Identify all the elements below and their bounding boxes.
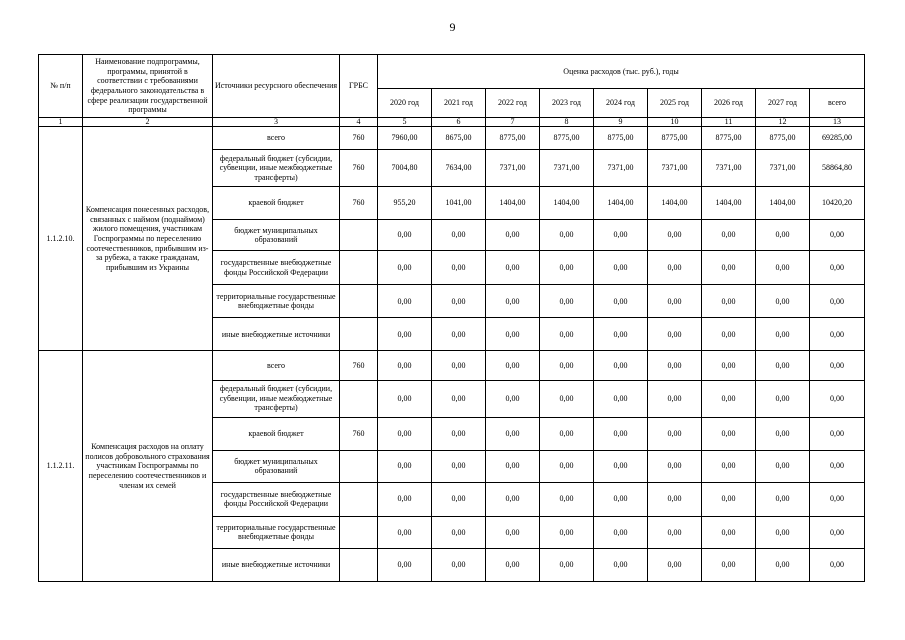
column-index-4: 4 — [340, 118, 378, 127]
item-code: 1.1.2.11. — [39, 351, 83, 582]
year-value: 8775,00 — [702, 127, 756, 150]
year-value: 0,00 — [540, 285, 594, 318]
year-value: 1404,00 — [594, 187, 648, 220]
total-value: 0,00 — [810, 450, 865, 482]
year-value: 0,00 — [702, 220, 756, 251]
year-value: 0,00 — [594, 417, 648, 450]
year-value: 0,00 — [756, 251, 810, 285]
header-year-0: 2020 год — [378, 89, 432, 118]
year-value: 0,00 — [702, 285, 756, 318]
year-value: 0,00 — [486, 548, 540, 581]
funding-source: территориальные государственные внебюджетные фонды — [213, 516, 340, 548]
funding-source: иные внебюджетные источники — [213, 318, 340, 351]
year-value: 0,00 — [594, 351, 648, 380]
year-value: 0,00 — [756, 285, 810, 318]
year-value: 0,00 — [540, 548, 594, 581]
year-value: 0,00 — [594, 450, 648, 482]
column-index-1: 1 — [39, 118, 83, 127]
year-value: 8775,00 — [486, 127, 540, 150]
year-value: 0,00 — [648, 351, 702, 380]
year-value: 955,20 — [378, 187, 432, 220]
header-year-7: 2027 год — [756, 89, 810, 118]
grbs-code — [340, 548, 378, 581]
year-value: 0,00 — [594, 220, 648, 251]
year-value: 0,00 — [648, 380, 702, 417]
header-name: Наименование подпрограммы, программы, принятой в соответствии с требованиями федерального законодательства в сфере реализации государственной программы — [83, 55, 213, 118]
year-value: 0,00 — [486, 220, 540, 251]
header-year-3: 2023 год — [540, 89, 594, 118]
year-value: 1404,00 — [756, 187, 810, 220]
funding-source: государственные внебюджетные фонды Российской Федерации — [213, 482, 340, 516]
year-value: 7371,00 — [648, 150, 702, 187]
total-value: 0,00 — [810, 318, 865, 351]
column-index-5: 5 — [378, 118, 432, 127]
year-value: 0,00 — [540, 450, 594, 482]
grbs-code: 760 — [340, 351, 378, 380]
column-index-7: 7 — [486, 118, 540, 127]
year-value: 0,00 — [648, 220, 702, 251]
total-value: 58864,80 — [810, 150, 865, 187]
year-value: 0,00 — [702, 318, 756, 351]
total-value: 0,00 — [810, 251, 865, 285]
column-index-10: 10 — [648, 118, 702, 127]
year-value: 0,00 — [378, 417, 432, 450]
table-body — [39, 127, 865, 582]
header-num: № п/п — [39, 55, 83, 118]
year-value: 0,00 — [378, 482, 432, 516]
total-value: 0,00 — [810, 516, 865, 548]
grbs-code: 760 — [340, 417, 378, 450]
column-index-2: 2 — [83, 118, 213, 127]
header-source: Источники ресурсного обеспечения — [213, 55, 340, 118]
year-value: 0,00 — [648, 285, 702, 318]
year-value: 0,00 — [432, 220, 486, 251]
year-value: 0,00 — [540, 516, 594, 548]
year-value: 0,00 — [594, 516, 648, 548]
total-value: 10420,20 — [810, 187, 865, 220]
year-value: 8775,00 — [594, 127, 648, 150]
column-index-row — [39, 118, 865, 127]
year-value: 0,00 — [432, 351, 486, 380]
header-year-1: 2021 год — [432, 89, 486, 118]
funding-source: всего — [213, 127, 340, 150]
item-code: 1.1.2.10. — [39, 127, 83, 351]
header-grbs: ГРБС — [340, 55, 378, 118]
funding-source: иные внебюджетные источники — [213, 548, 340, 581]
year-value: 0,00 — [648, 516, 702, 548]
year-value: 0,00 — [702, 417, 756, 450]
year-value: 0,00 — [378, 285, 432, 318]
year-value: 0,00 — [486, 380, 540, 417]
funding-source: всего — [213, 351, 340, 380]
year-value: 0,00 — [486, 285, 540, 318]
year-value: 0,00 — [378, 516, 432, 548]
total-value: 69285,00 — [810, 127, 865, 150]
year-value: 0,00 — [378, 351, 432, 380]
year-value: 0,00 — [378, 251, 432, 285]
year-value: 0,00 — [648, 482, 702, 516]
year-value: 7371,00 — [486, 150, 540, 187]
year-value: 8775,00 — [756, 127, 810, 150]
year-value: 0,00 — [756, 548, 810, 581]
grbs-code — [340, 450, 378, 482]
year-value: 1404,00 — [648, 187, 702, 220]
year-value: 1404,00 — [486, 187, 540, 220]
grbs-code — [340, 482, 378, 516]
year-value: 0,00 — [486, 516, 540, 548]
header-year-8: всего — [810, 89, 865, 118]
grbs-code — [340, 380, 378, 417]
budget-table — [38, 54, 865, 582]
year-value: 0,00 — [540, 318, 594, 351]
grbs-code — [340, 516, 378, 548]
year-value: 0,00 — [702, 251, 756, 285]
year-value: 0,00 — [486, 450, 540, 482]
column-index-3: 3 — [213, 118, 340, 127]
year-value: 0,00 — [432, 482, 486, 516]
grbs-code — [340, 318, 378, 351]
column-index-11: 11 — [702, 118, 756, 127]
year-value: 1404,00 — [702, 187, 756, 220]
year-value: 0,00 — [648, 450, 702, 482]
funding-source: бюджет муниципальных образований — [213, 450, 340, 482]
year-value: 0,00 — [486, 251, 540, 285]
year-value: 0,00 — [486, 417, 540, 450]
year-value: 7960,00 — [378, 127, 432, 150]
year-value: 0,00 — [648, 318, 702, 351]
year-value: 0,00 — [594, 285, 648, 318]
year-value: 0,00 — [540, 351, 594, 380]
header-year-2: 2022 год — [486, 89, 540, 118]
year-value: 0,00 — [756, 450, 810, 482]
funding-source: государственные внебюджетные фонды Российской Федерации — [213, 251, 340, 285]
year-value: 0,00 — [756, 318, 810, 351]
year-value: 0,00 — [432, 380, 486, 417]
year-value: 7371,00 — [594, 150, 648, 187]
year-value: 0,00 — [432, 417, 486, 450]
year-value: 0,00 — [702, 351, 756, 380]
year-value: 0,00 — [540, 220, 594, 251]
year-value: 7371,00 — [540, 150, 594, 187]
year-value: 0,00 — [486, 318, 540, 351]
column-index-8: 8 — [540, 118, 594, 127]
year-value: 0,00 — [378, 548, 432, 581]
year-value: 7371,00 — [702, 150, 756, 187]
year-value: 0,00 — [378, 318, 432, 351]
year-value: 0,00 — [702, 450, 756, 482]
year-value: 7004,80 — [378, 150, 432, 187]
total-value: 0,00 — [810, 548, 865, 581]
year-value: 0,00 — [540, 482, 594, 516]
grbs-code: 760 — [340, 127, 378, 150]
year-value: 8775,00 — [648, 127, 702, 150]
year-value: 8675,00 — [432, 127, 486, 150]
funding-source: краевой бюджет — [213, 187, 340, 220]
grbs-code — [340, 220, 378, 251]
grbs-code: 760 — [340, 187, 378, 220]
year-value: 8775,00 — [540, 127, 594, 150]
year-value: 7371,00 — [756, 150, 810, 187]
page-number: 9 — [449, 20, 456, 34]
year-value: 0,00 — [540, 251, 594, 285]
funding-source: бюджет муниципальных образований — [213, 220, 340, 251]
year-value: 0,00 — [702, 482, 756, 516]
year-value: 0,00 — [648, 548, 702, 581]
year-value: 0,00 — [540, 380, 594, 417]
total-value: 0,00 — [810, 417, 865, 450]
year-value: 7634,00 — [432, 150, 486, 187]
year-value: 0,00 — [378, 450, 432, 482]
total-value: 0,00 — [810, 220, 865, 251]
year-value: 0,00 — [432, 318, 486, 351]
header-estimate: Оценка расходов (тыс. руб.), годы — [378, 55, 865, 89]
year-value: 0,00 — [486, 351, 540, 380]
table-row — [39, 351, 865, 380]
year-value: 0,00 — [702, 548, 756, 581]
year-value: 0,00 — [432, 548, 486, 581]
year-value: 0,00 — [432, 450, 486, 482]
year-value: 0,00 — [594, 482, 648, 516]
year-value: 0,00 — [486, 482, 540, 516]
total-value: 0,00 — [810, 482, 865, 516]
year-value: 0,00 — [702, 380, 756, 417]
year-value: 0,00 — [756, 417, 810, 450]
column-index-12: 12 — [756, 118, 810, 127]
year-value: 0,00 — [594, 318, 648, 351]
year-value: 0,00 — [756, 482, 810, 516]
year-value: 0,00 — [756, 220, 810, 251]
year-value: 0,00 — [756, 351, 810, 380]
column-index-13: 13 — [810, 118, 865, 127]
year-value: 0,00 — [540, 417, 594, 450]
grbs-code — [340, 251, 378, 285]
year-value: 0,00 — [702, 516, 756, 548]
year-value: 0,00 — [648, 251, 702, 285]
year-value: 1041,00 — [432, 187, 486, 220]
column-index-6: 6 — [432, 118, 486, 127]
year-value: 0,00 — [378, 380, 432, 417]
grbs-code — [340, 285, 378, 318]
year-value: 0,00 — [378, 220, 432, 251]
item-name: Компенсация расходов на оплату полисов добровольного страхования участникам Госпрограммы по переселению соотечественников и членам их семей — [83, 351, 213, 582]
year-value: 1404,00 — [540, 187, 594, 220]
total-value: 0,00 — [810, 285, 865, 318]
year-value: 0,00 — [756, 380, 810, 417]
year-value: 0,00 — [756, 516, 810, 548]
year-value: 0,00 — [432, 251, 486, 285]
year-value: 0,00 — [594, 548, 648, 581]
grbs-code: 760 — [340, 150, 378, 187]
total-value: 0,00 — [810, 351, 865, 380]
header-year-5: 2025 год — [648, 89, 702, 118]
year-value: 0,00 — [432, 516, 486, 548]
funding-source: территориальные государственные внебюджетные фонды — [213, 285, 340, 318]
year-value: 0,00 — [648, 417, 702, 450]
table-row — [39, 127, 865, 150]
header-year-6: 2026 год — [702, 89, 756, 118]
total-value: 0,00 — [810, 380, 865, 417]
funding-source: федеральный бюджет (субсидии, субвенции, иные межбюджетные трансферты) — [213, 380, 340, 417]
funding-source: краевой бюджет — [213, 417, 340, 450]
item-name: Компенсация понесенных расходов, связанных с наймом (поднаймом) жилого помещения, участникам Госпрограммы по переселению соотечественников, прибывшим из-за рубежа, а также гражданам, прибывшим из Украины — [83, 127, 213, 351]
header-year-4: 2024 год — [594, 89, 648, 118]
year-value: 0,00 — [432, 285, 486, 318]
year-value: 0,00 — [594, 380, 648, 417]
column-index-9: 9 — [594, 118, 648, 127]
year-value: 0,00 — [594, 251, 648, 285]
funding-source: федеральный бюджет (субсидии, субвенции, иные межбюджетные трансферты) — [213, 150, 340, 187]
